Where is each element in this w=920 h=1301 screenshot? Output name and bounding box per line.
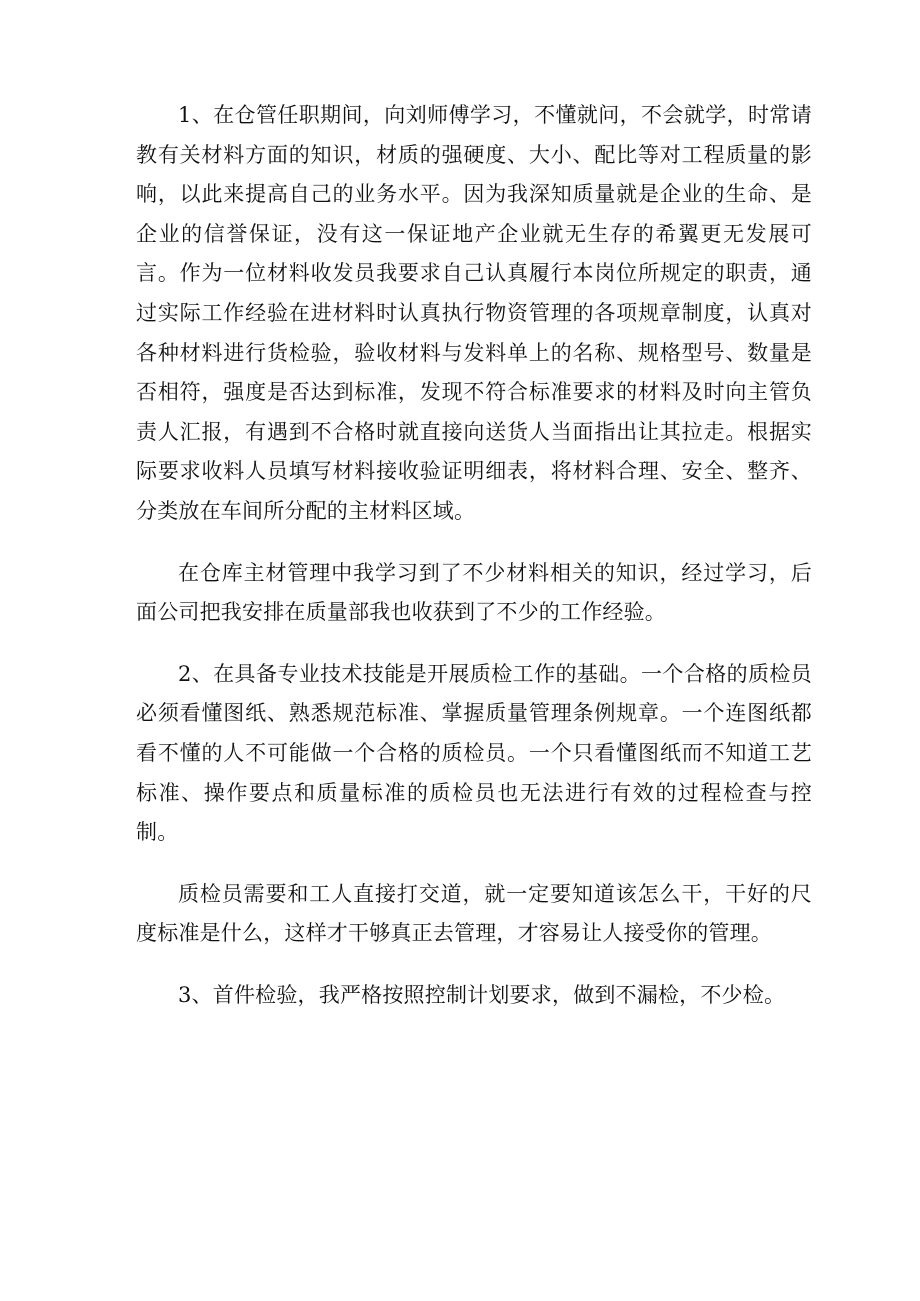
paragraph-5: 3、首件检验，我严格按照控制计划要求，做到不漏检，不少检。 [178,982,786,1007]
paragraph-1: 1、在仓管任职期间，向刘师傅学习，不懂就问，不会就学，时常请教有关材料方面的知识，材质的强硬度、大小、配比等对工程质量的影响，以此来提高自己的业务水平。因为我深知质量就是企业的生命、是企业的信誉保证，没有这一保证地产企业就无生存的希翼更无发展可言。作为一位材料收发员我要求自己认真履行本岗位所规定的职责，通过实际工作经验在进材料时认真执行物资管理的各项规章制度，认真对各种材料进行货检验，验收材料与发料单上的名称、规格型号、数量是否相符，强度是否达到标准，发现不符合标准要求的材料及时向主管负责人汇报，有遇到不合格时就直接向送货人当面指出让其拉走。根据实际要求收料人员填写材料接收验证明细表，将材料合理、安全、整齐、分类放在车间所分配的主材料区域。 [136,103,812,523]
document-body [136,96,812,1037]
paragraph-2: 在仓库主材管理中我学习到了不少材料相关的知识，经过学习，后面公司把我安排在质量部我也收获到了不少的工作经验。 [136,560,812,625]
paragraph-4: 质检员需要和工人直接打交道，就一定要知道该怎么干，干好的尺度标准是什么，这样才干够真正去管理，才容易让人接受你的管理。 [136,881,812,946]
paragraph-3: 2、在具备专业技术技能是开展质检工作的基础。一个合格的质检员必须看懂图纸、熟悉规范标准、掌握质量管理条例规章。一个连图纸都看不懂的人不可能做一个合格的质检员。一个只看懂图纸而不知道工艺标准、操作要点和质量标准的质检员也无法进行有效的过程检查与控制。 [136,661,812,845]
